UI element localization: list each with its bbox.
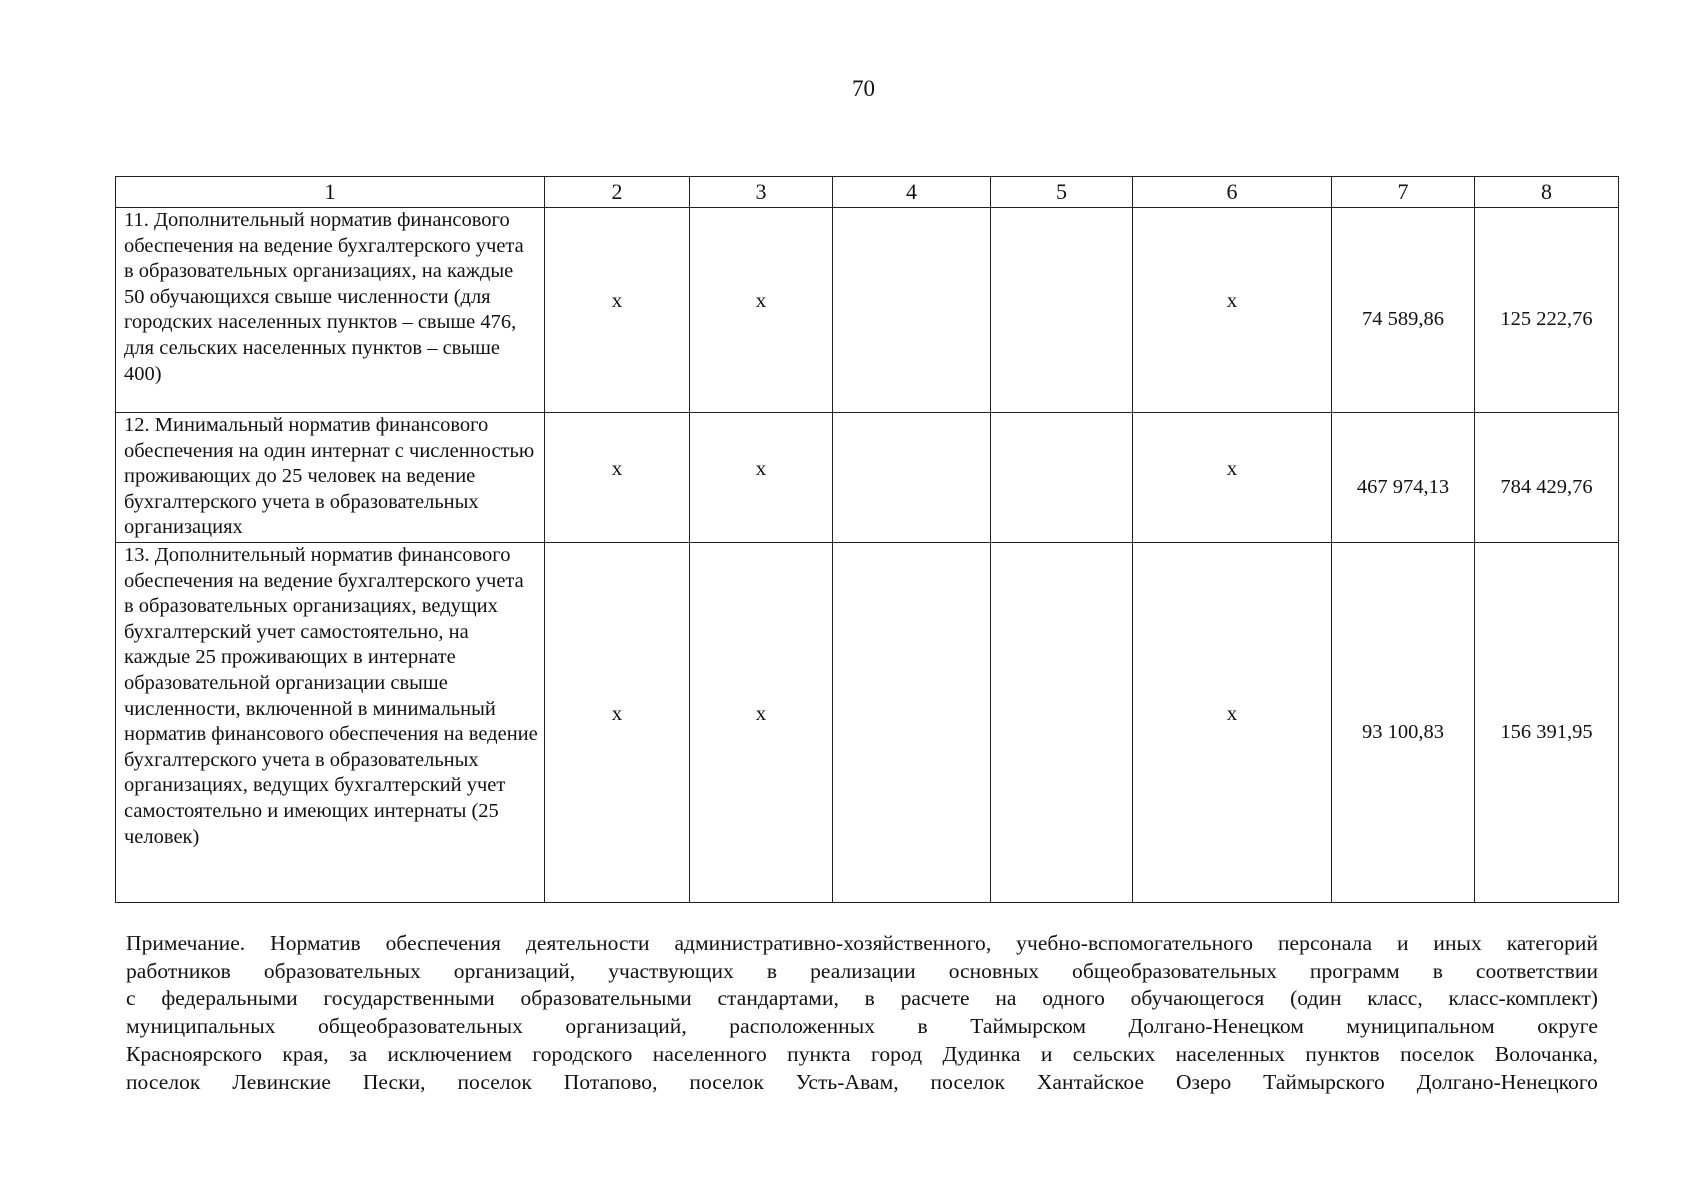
cell-col4 [833, 413, 991, 543]
cell-value: 467 974,13 [1356, 475, 1450, 498]
cell-value: х [755, 700, 767, 725]
page-number: 70 [852, 76, 875, 101]
cell-col6 [1133, 413, 1332, 543]
cell-value: х [1226, 700, 1238, 725]
row-description: 13. Дополнительный норматив финансового обеспечения на ведение бухгалтерского учета в образовательных организациях, ведущих бухгалтерский учет самостоятельно, на каждые 25 проживающих в интернате образовательной организации свыше численности, включенной в минимальный норматив финансового обеспечения на ведение бухгалтерского учета в образовательных организациях, ведущих бухгалтерский учет самостоятельно и имеющих интернаты (25 человек) [116, 543, 545, 903]
cell-col6 [1133, 543, 1332, 903]
cell-value: х [611, 455, 623, 480]
table-row [116, 208, 1619, 413]
cell-col8 [1475, 543, 1619, 903]
table-header-row [116, 177, 1619, 208]
note-line: с федеральными государственными образовательными стандартами, в расчете на одного обучающегося (один класс, класс-комплект) [126, 986, 1598, 1011]
row-description: 11. Дополнительный норматив финансового обеспечения на ведение бухгалтерского учета в образовательных организациях, на каждые 50 обучающихся свыше численности (для городских населенных пунктов – свыше 476, для сельских населенных пунктов – свыше 400) [116, 208, 545, 413]
note-line: поселок Левинские Пески, поселок Потапово, поселок Усть-Авам, поселок Хантайское Озеро Таймырского Долгано-Ненецкого [126, 1069, 1598, 1094]
footnote-note [126, 930, 1598, 1096]
cell-value: х [1226, 455, 1238, 480]
cell-value: х [755, 288, 767, 313]
cell-col8 [1475, 208, 1619, 413]
cell-col4 [833, 208, 991, 413]
cell-col4 [833, 543, 991, 903]
cell-col5 [991, 543, 1133, 903]
cell-col2 [545, 543, 690, 903]
column-header: 1 [116, 177, 545, 208]
note-line: работников образовательных организаций, участвующих в реализации основных общеобразовательных программ в соответствии [126, 958, 1598, 983]
cell-value: х [611, 288, 623, 313]
table-row [116, 413, 1619, 543]
cell-col8 [1475, 413, 1619, 543]
cell-value: 784 429,76 [1500, 475, 1593, 498]
row-description: 12. Минимальный норматив финансового обеспечения на один интернат с численностью проживающих до 25 человек на ведение бухгалтерского учета в образовательных организациях [116, 413, 545, 543]
cell-col6 [1133, 208, 1332, 413]
column-header: 8 [1475, 177, 1619, 208]
cell-col3 [690, 413, 833, 543]
cell-value: х [755, 455, 767, 480]
cell-value: 93 100,83 [1362, 720, 1444, 743]
note-line: Примечание. Норматив обеспечения деятельности административно-хозяйственного, учебно-вспомогательного персонала и иных категорий [126, 931, 1598, 955]
cell-col5 [991, 413, 1133, 543]
cell-value: 74 589,86 [1362, 308, 1444, 331]
cell-value: х [611, 700, 623, 725]
cell-col2 [545, 208, 690, 413]
column-header: 4 [833, 177, 991, 208]
cell-col3 [690, 208, 833, 413]
cell-col2 [545, 413, 690, 543]
column-header: 2 [545, 177, 690, 208]
cell-value: 125 222,76 [1500, 308, 1593, 331]
cell-value: 156 391,95 [1500, 720, 1593, 743]
table-row [116, 543, 1619, 903]
note-line: муниципальных общеобразовательных организаций, расположенных в Таймырском Долгано-Ненецком муниципальном округе [126, 1014, 1598, 1039]
cell-col7 [1332, 413, 1475, 543]
cell-value: х [1226, 288, 1238, 313]
column-header: 7 [1332, 177, 1475, 208]
norms-table [115, 176, 1619, 903]
column-header: 5 [991, 177, 1133, 208]
cell-col7 [1332, 543, 1475, 903]
column-header: 3 [690, 177, 833, 208]
column-header: 6 [1133, 177, 1332, 208]
cell-col7 [1332, 208, 1475, 413]
cell-col5 [991, 208, 1133, 413]
note-line: Красноярского края, за исключением городского населенного пункта город Дудинка и сельских населенных пунктов поселок Волочанка, [126, 1041, 1598, 1066]
cell-col3 [690, 543, 833, 903]
